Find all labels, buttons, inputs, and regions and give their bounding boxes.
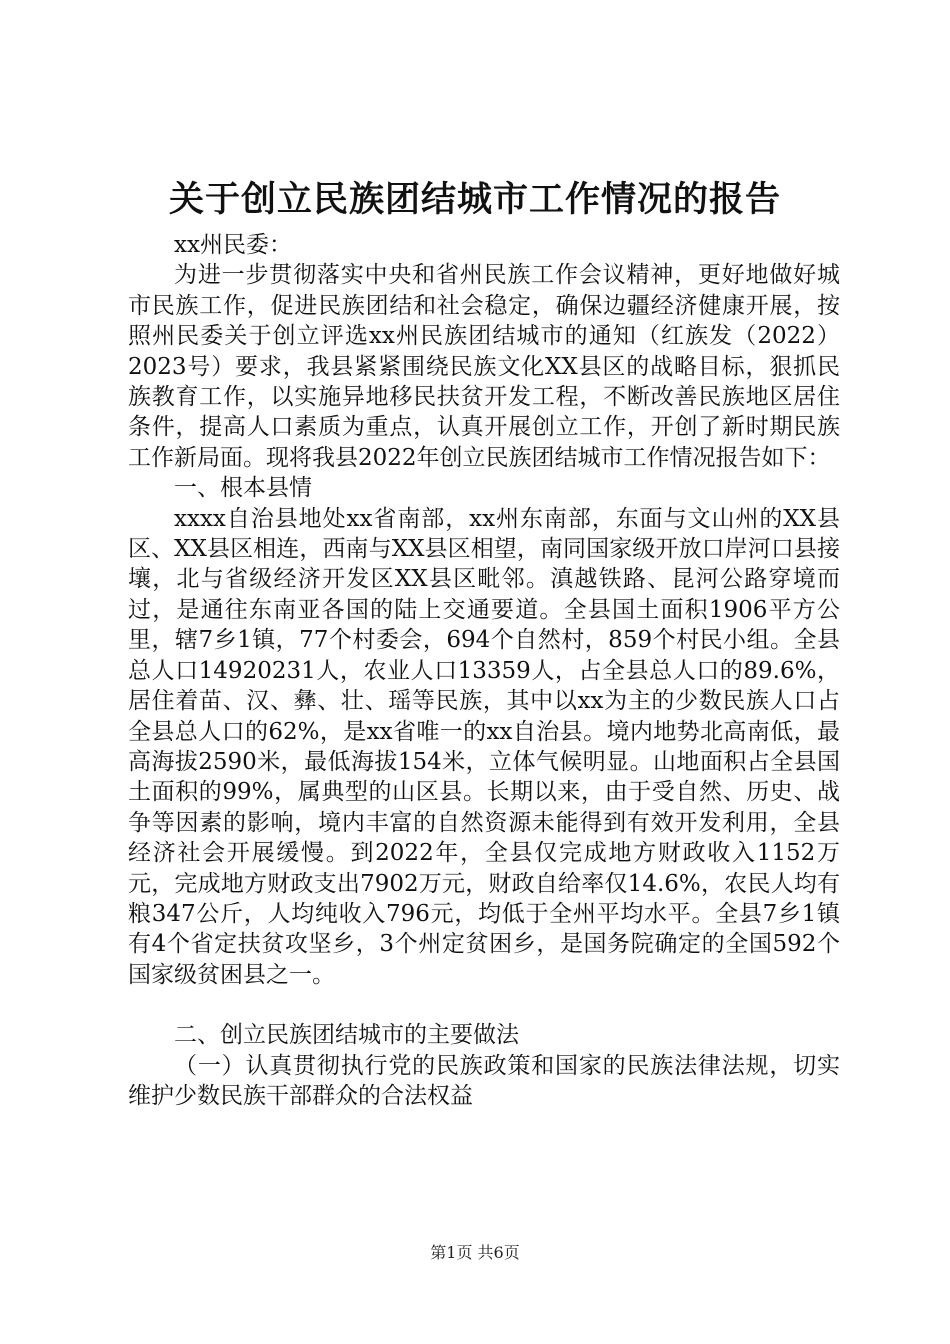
page-footer: 第1页 共6页 (430, 1243, 520, 1262)
section-1-paragraph: xxxx自治县地处xx省南部，xx州东南部，东面与文山州的XX县区、XX县区相连，西南与XX县区相望，南同国家级开放口岸河口县接壤，北与省级经济开发区XX县区毗邻。滇越铁路、昆河公路穿境而过，是通往东南亚各国的陆上交通要道。全县国土面积1906平方公里，辖7乡1镇，77个村委会，694个自然村，859个村民小组。全县总人口14920231人，农业人口13359人，占全县总人口的89.6%，居住着苗、汉、彝、壮、瑶等民族，其中以xx为主的少数民族人口占全县总人口的62%，是xx省唯一的xx自治县。境内地势北高南低，最高海拔2590米，最低海拔154米，立体气候明显。山地面积占全县国土面积的99%，属典型的山区县。长期以来，由于受自然、历史、战争等因素的影响，境内丰富的自然资源未能得到有效开发利用，全县经济社会开展缓慢。到2022年，全县仅完成地方财政收入1152万元，完成地方财政支出7902万元，财政自给率仅14.6%，农民人均有粮347公斤，人均纯收入796元，均低于全州平均水平。全县7乡1镇有4个省定扶贫攻坚乡，3个州定贫困乡，是国务院确定的全国592个国家级贫困县之一。 (128, 505, 840, 988)
section-1-heading: 一、根本县情 (174, 475, 312, 502)
intro-paragraph: 为进一步贯彻落实中央和省州民族工作会议精神，更好地做好城市民族工作，促进民族团结和社会稳定，确保边疆经济健康开展，按照州民委关于创立评选xx州民族团结城市的通知（红族发（2022）2023号）要求，我县紧紧围绕民族文化XX县区的战略目标，狠抓民族教育工作，以实施异地移民扶贫开发工程，不断改善民族地区居住条件，提高人口素质为重点，认真开展创立工作，开创了新时期民族工作新局面。现将我县2022年创立民族团结城市工作情况报告如下： (128, 262, 840, 471)
section-2-heading: 二、创立民族团结城市的主要做法 (174, 1022, 519, 1049)
document-body (128, 230, 840, 1111)
salutation: xx州民委： (174, 232, 292, 258)
subsection-1-heading: （一）认真贯彻执行党的民族政策和国家的民族法律法规，切实维护少数民族干部群众的合法权益 (128, 1052, 840, 1109)
document-title: 关于创立民族团结城市工作情况的报告 (168, 179, 781, 220)
